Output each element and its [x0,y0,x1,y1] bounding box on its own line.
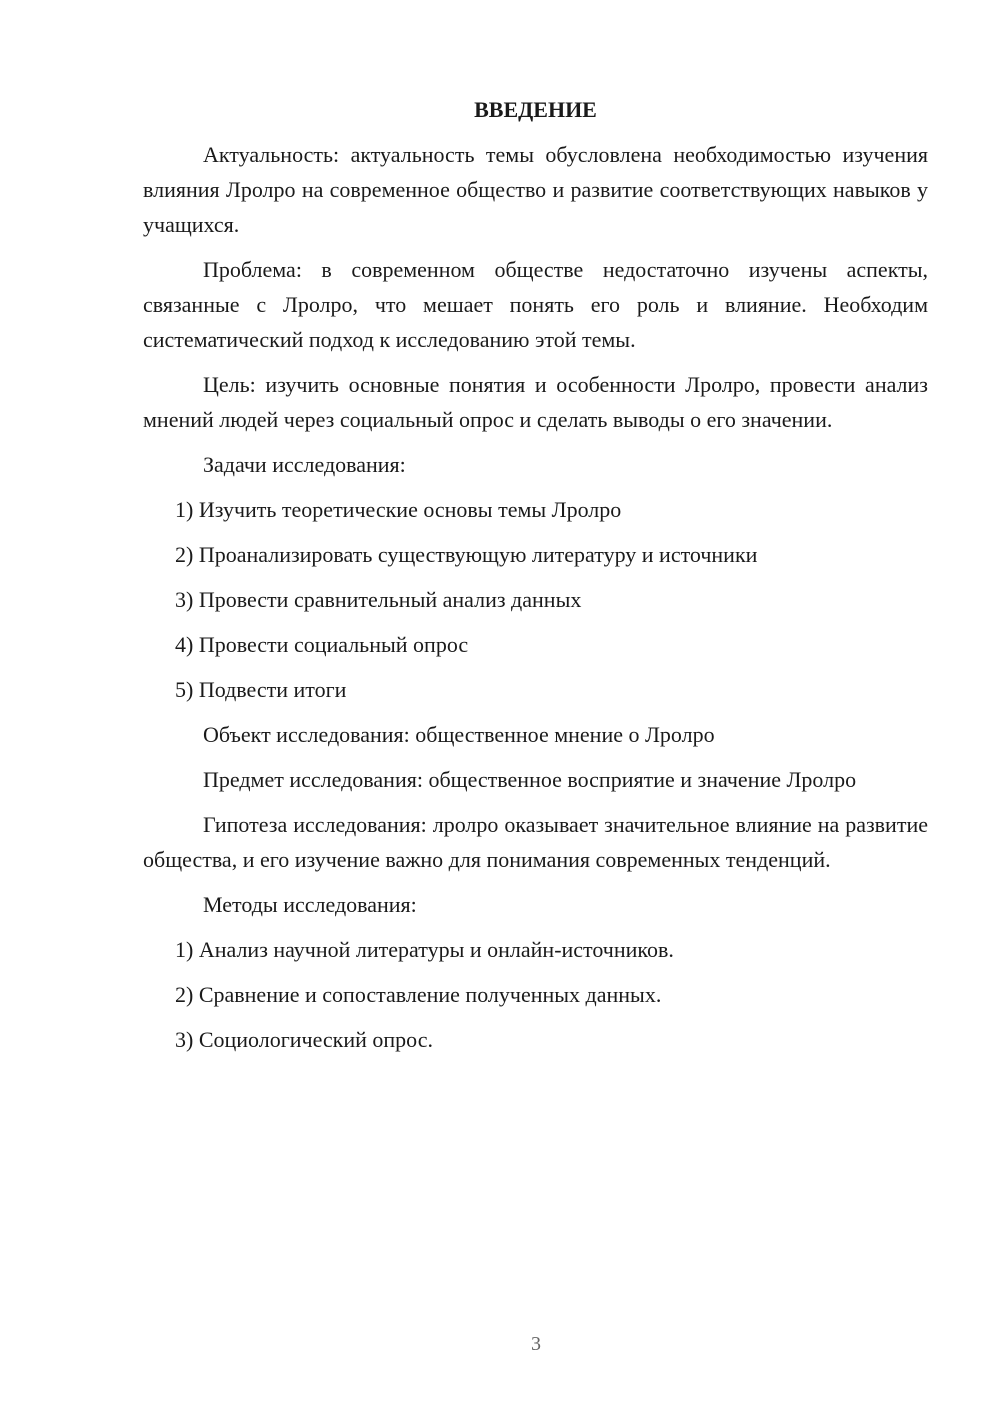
methods-list [143,932,928,1057]
paragraph-relevance: Актуальность: актуальность темы обусловлена необходимостью изучения влияния Лролро на современное общество и развитие соответствующих навыков у учащихся. [143,142,928,237]
tasks-list [143,492,928,707]
page-number: 3 [531,1333,541,1355]
list-item: 2) Проанализировать существующую литературу и источники [175,542,758,567]
section-heading: ВВЕДЕНИЕ [474,97,597,122]
list-item: 1) Изучить теоретические основы темы Лролро [175,497,622,522]
paragraph-hypothesis: Гипотеза исследования: лролро оказывает значительное влияние на развитие общества, и его изучение важно для понимания современных тенденций. [143,812,928,872]
paragraph-goal: Цель: изучить основные понятия и особенности Лролро, провести анализ мнений людей через социальный опрос и сделать выводы о его значении. [143,372,928,432]
list-item: 3) Провести сравнительный анализ данных [175,587,582,612]
paragraph-object: Объект исследования: общественное мнение о Лролро [203,722,715,747]
list-item: 3) Социологический опрос. [175,1027,433,1052]
paragraph-problem: Проблема: в современном обществе недостаточно изучены аспекты, связанные с Лролро, что мешает понять его роль и влияние. Необходим систематический подход к исследованию этой темы. [143,257,928,352]
paragraph-subject: Предмет исследования: общественное восприятие и значение Лролро [203,767,857,792]
list-item: 2) Сравнение и сопоставление полученных данных. [175,982,662,1007]
list-item: 1) Анализ научной литературы и онлайн-источников. [175,937,674,962]
list-item: 5) Подвести итоги [175,677,347,702]
list-item: 4) Провести социальный опрос [175,632,469,657]
document-page [143,92,928,1067]
tasks-label: Задачи исследования: [203,452,406,477]
methods-label: Методы исследования: [203,892,417,917]
